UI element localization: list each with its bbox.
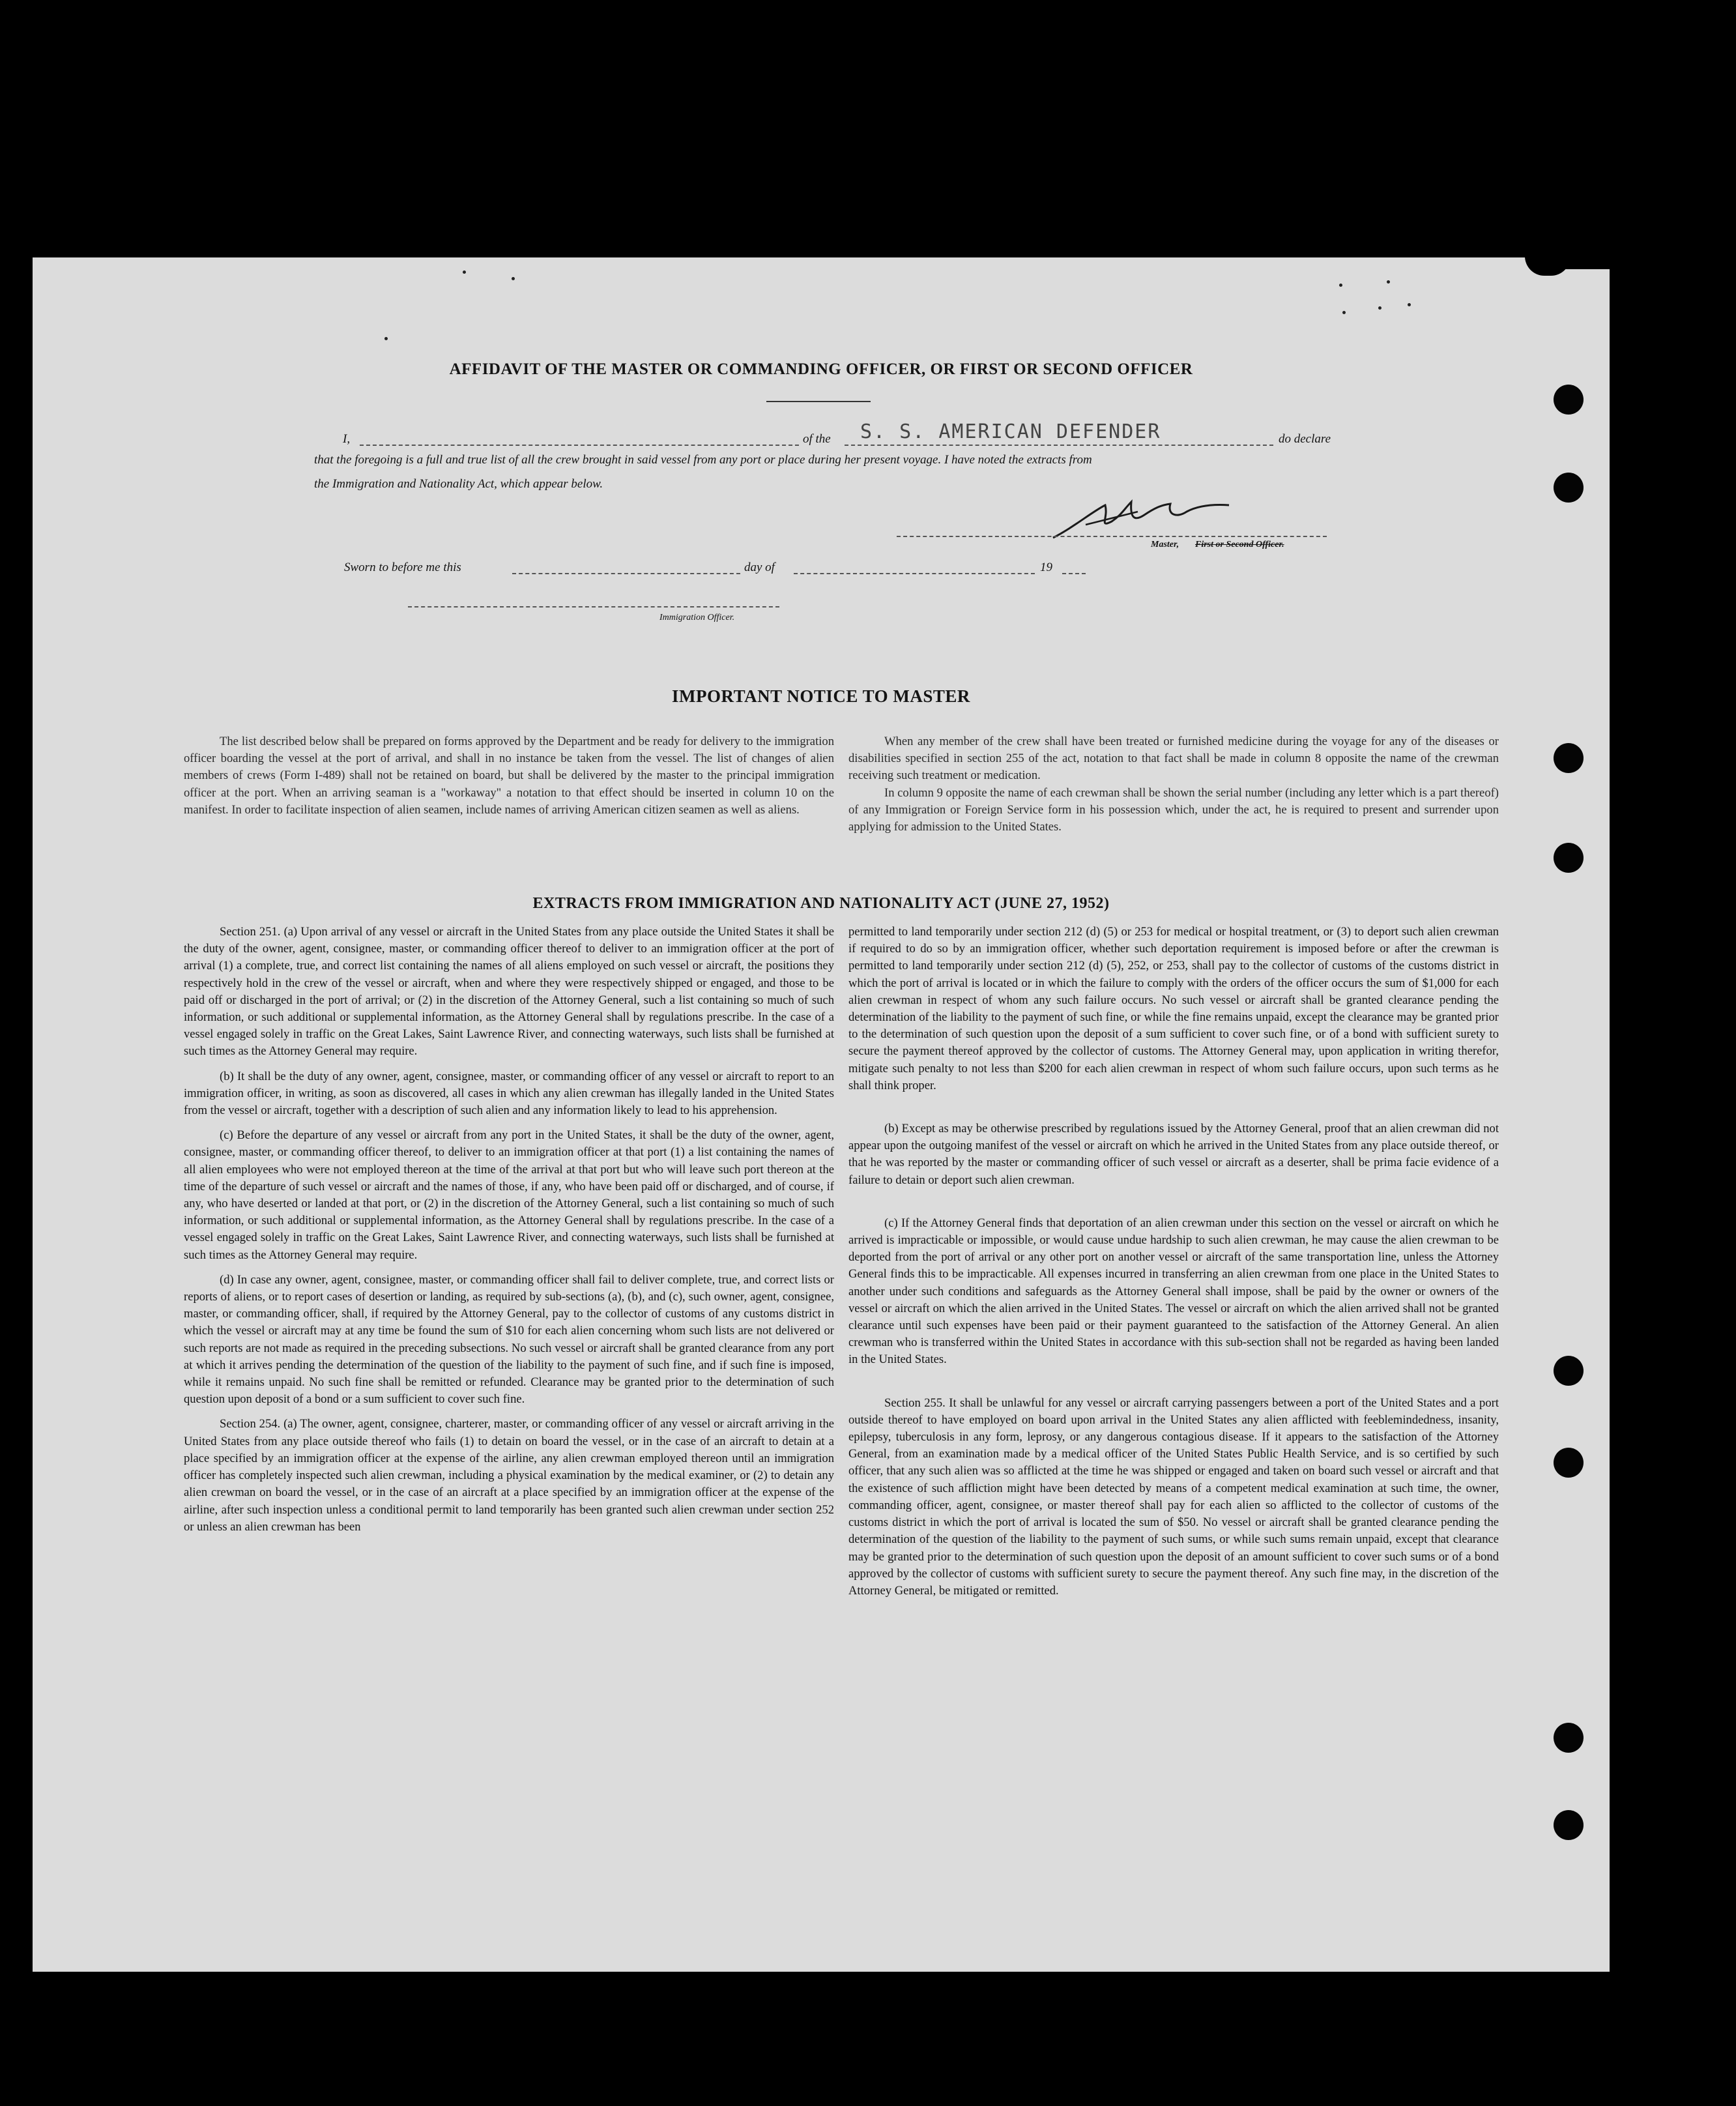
immigration-officer-label: Immigration Officer. — [659, 613, 735, 622]
section-254-a: Section 254. (a) The owner, agent, consignee, charterer, master, or commanding officer of any vessel or aircraft arriving in the United States from any place outside thereof who fails (1) to detain on board the vessel, or in the case of an aircraft to detain at a place specified by an immigration officer at the expense of the airline, any alien crewman employed thereon until an immigration officer has completely inspected such alien crewman, including a physical examination by the medical examiner, or (2) to detain any alien crewman on board the vessel, or in the case of an aircraft at a place specified by an immigration officer at the expense of the airline, after such inspection unless a conditional permit to land temporarily has been granted such alien crewman under section 252 or unless an alien crewman has been — [184, 1417, 834, 1534]
section-251-c: (c) Before the departure of any vessel or aircraft from any port in the United States, it shall be the duty of the owner, agent, consignee, master, or commanding officer thereof, to deliver to an immigration officer at that port (1) a list containing the names of all alien employees who were not employed thereon at the time of the arrival at that port but who will leave such port thereon at the time of the departure of such vessel or aircraft and the names of those, if any, who have been paid off or discharged, and of course, if any, who have deserted or landed at that port, or (2) in the discretion of the Attorney General, such a list containing so much of such information, or such additional or supplemental information, as the Attorney General shall by regulations prescribe. In the case of a vessel engaged solely in traffic on the Great Lakes, Saint Lawrence River, and connecting waterways, such lists shall be furnished at such times as the Attorney General may require. — [184, 1128, 834, 1262]
of-the-label: of the — [803, 432, 831, 446]
sworn-month-line[interactable] — [794, 573, 1035, 574]
master-label: Master, — [1151, 540, 1179, 549]
extracts-right-column — [848, 924, 1499, 1600]
section-254-a-continued: permitted to land temporarily under section 212 (d) (5) or 253 for medical or hospital treatment, or (3) to deport such alien crewman if required to do so by an immigration officer, whether such deportation requirement is imposed before or after the crewman is permitted to land temporarily under section 212 (d) (5), 252, or 253, shall pay to the collector of customs of the customs district in which the port of arrival is located or in which the failure to comply with the orders of the officer occurs the sum of $1,000 for each alien crewman in respect of whom any such failure occurs. No such vessel or aircraft shall be granted clearance pending the determination of the liability to the payment of such fine, or while the fine remains unpaid, except the clearance may be granted prior to the determination of such question upon the deposit of a sum sufficient to cover such fine, or of a bond with sufficient surety to secure the payment thereof approved by the collector of customs. The Attorney General may, upon application in writing therefor, mitigate such penalty to not less than $200 for each alien crewman in respect of whom such failure occurs, upon such terms as he shall think proper. — [848, 925, 1499, 1092]
paper-speck — [1378, 306, 1382, 310]
binder-hole — [1554, 843, 1584, 873]
binder-hole — [1554, 1810, 1584, 1840]
paper-speck — [384, 337, 388, 340]
vessel-name: S. S. AMERICAN DEFENDER — [860, 420, 1161, 443]
do-declare-label: do declare — [1279, 432, 1331, 446]
section-251-d: (d) In case any owner, agent, consignee, master, or commanding officer shall fail to deliver complete, true, and correct lists or reports of aliens, or to report cases of desertion or landing, as required by sub-sections (a), (b), and (c), such owner, agent, consignee, master, or commanding officer, shall, if required by the Attorney General, pay to the collector of customs of any customs district in which the vessel or aircraft may at any time be found the sum of $10 for each alien concerning whom such lists are not delivered or such reports are not made as required in the preceding subsections. No such vessel or aircraft shall be granted clearance from any port at which it arrives pending the determination of the question of the liability to the payment of such fine, and if such fine is imposed, while it remains unpaid. No such fine shall be remitted or refunded. Clearance may be granted prior to the determination of such question upon deposit of a bond or a sum sufficient to cover such fine. — [184, 1272, 834, 1407]
affidavit-title: AFFIDAVIT OF THE MASTER OR COMMANDING OFFICER, OR FIRST OR SECOND OFFICER — [449, 360, 1193, 378]
binder-hole — [1554, 1448, 1584, 1478]
binder-hole — [1554, 385, 1584, 415]
section-251-b: (b) It shall be the duty of any owner, agent, consignee, master, or commanding officer of any vessel or aircraft to report to an immigration officer, in writing, as soon as discovered, all cases in which any alien crewman has illegally landed in the United States from the vessel or aircraft, together with a description of such alien and any information likely to lead to his apprehension. — [184, 1069, 834, 1118]
binder-hole — [1554, 1723, 1584, 1753]
extracts-left-column — [184, 924, 834, 1536]
vessel-name-line — [845, 445, 1273, 446]
sworn-day-line[interactable] — [512, 573, 740, 574]
binder-hole — [1554, 473, 1584, 503]
page-corner-damage — [1551, 257, 1610, 269]
paper-speck — [1342, 311, 1346, 314]
paper-speck — [463, 271, 466, 274]
notice-heading: IMPORTANT NOTICE TO MASTER — [672, 686, 970, 706]
binder-hole — [1554, 743, 1584, 773]
section-251-a: Section 251. (a) Upon arrival of any vessel or aircraft in the United States from any place outside the United States it shall be the duty of the owner, agent, consignee, master, or commanding officer thereof to deliver to an immigration officer at the port of arrival (1) a complete, true, and correct list containing the names of all aliens employed on such vessel or aircraft, the positions they respectively hold in the crew of the vessel or aircraft, when and where they were respectively shipped or engaged, and those to be paid off or discharged in the port of arrival; or (2) in the discretion of the Attorney General, such a list containing so much of such information, or such additional or supplemental information, as the Attorney General shall by regulations prescribe. In the case of a vessel engaged solely in traffic on the Great Lakes, Saint Lawrence River, and connecting waterways, such lists shall be furnished at such times as the Attorney General may require. — [184, 925, 834, 1059]
immigration-officer-line[interactable] — [408, 606, 779, 607]
section-254-c: (c) If the Attorney General finds that deportation of an alien crewman under this section on the vessel or aircraft on which he arrived is impracticable or impossible, or would cause undue hardship to such alien crewman, he may cause the alien crewman to be deported from the port of arrival or any other port on another vessel or aircraft of the same transportation line, unless the Attorney General finds this to be impracticable. All expenses incurred in transferring an alien crewman from one place in the United States to another under such conditions and safeguards as the Attorney General shall impose, shall be paid by the owner or owners of the vessel or aircraft on which the alien arrived in the United States. The vessel or aircraft on which the alien arrived shall not be granted clearance until such expenses have been paid or their payment guaranteed to the satisfaction of the Attorney General. An alien crewman who is transferred within the United States in accordance with this sub-section shall not be regarded as having been landed in the United States. — [848, 1216, 1499, 1367]
day-of-label: day of — [744, 561, 775, 574]
title-underline — [766, 401, 871, 402]
year-prefix: 19 — [1040, 561, 1052, 574]
extracts-heading: EXTRACTS FROM IMMIGRATION AND NATIONALITY ACT (JUNE 27, 1952) — [532, 895, 1110, 912]
paper-speck — [512, 277, 515, 280]
section-255: Section 255. It shall be unlawful for any vessel or aircraft carrying passengers between a port of the United States and a port outside thereof to have employed on board upon arrival in the United States any alien afflicted with feeblemindedness, insanity, epilepsy, tuberculosis in any form, leprosy, or any dangerous contagious disease. If it appears to the satisfaction of the Attorney General, from an examination made by a medical officer of the United States Public Health Service, and is so certified by such officer, that any such alien was so afflicted at the time he was shipped or engaged and taken on board such vessel or aircraft and that the existence of such affliction might have been detected by means of a competent medical examination at such time, the owner, commanding officer, agent, consignee, or master thereof shall pay for each alien so afflicted to the collector of customs of the customs district in which the port of arrival is located the sum of $50. No vessel or aircraft shall be granted clearance pending the determination of the question of the liability to the payment of such sums, or while such sums remain unpaid, except that clearance may be granted prior to the determination of such question upon the deposit of an amount sufficient to cover such sums or of a bond approved by the collector of customs with sufficient surety to secure the payment thereof. Any such fine may, in the discretion of the Attorney General, be mitigated or remitted. — [848, 1396, 1499, 1598]
signature-line[interactable] — [897, 536, 1327, 537]
notice-right-column — [848, 733, 1499, 836]
notice-left-paragraph: The list described below shall be prepared on forms approved by the Department and be ready for delivery to the immigration officer boarding the vessel at the port of arrival, and shall in no instance be taken from the vessel. The list of changes of alien members of crews (Form I-489) shall not be retained on board, but shall be delivered by the master to the principal immigration officer at the port. When an arriving seaman is a "workaway" a notation to that effect should be inserted in column 10 on the manifest. In order to facilitate inspection of alien seamen, include names of arriving American citizen seamen as well as aliens. — [184, 735, 834, 817]
binder-hole — [1554, 1356, 1584, 1386]
declarant-name-line[interactable] — [360, 445, 799, 446]
affidavit-line-2: that the foregoing is a full and true list of all the crew brought in said vessel from any port or place during her present voyage. I have noted the extracts from — [314, 453, 1092, 467]
paper-speck — [1387, 280, 1390, 284]
notice-right-paragraph-2: In column 9 opposite the name of each crewman shall be shown the serial number (including any letter which is a part thereof) of any Immigration or Foreign Service form in his possession which, under the act, he is required to present and surrender upon applying for admission to the United States. — [848, 785, 1499, 834]
paper-speck — [1408, 303, 1411, 306]
affidavit-line-3: the Immigration and Nationality Act, which appear below. — [314, 477, 603, 491]
struck-officer-label: First or Second Officer. — [1195, 540, 1284, 549]
document-page — [33, 257, 1610, 1972]
notice-left-column — [184, 733, 834, 819]
paper-speck — [1339, 284, 1342, 287]
section-254-b: (b) Except as may be otherwise prescribed by regulations issued by the Attorney General, proof that an alien crewman did not appear upon the outgoing manifest of the vessel or aircraft on which he arrived in the United States from any place outside thereof, or that he was reported by the master or commanding officer of such vessel or aircraft as a deserter, shall be prima facie evidence of a failure to detain or deport such alien crewman. — [848, 1122, 1499, 1187]
sworn-label: Sworn to before me this — [344, 561, 461, 574]
notice-right-paragraph-1: When any member of the crew shall have been treated or furnished medicine during the voyage for any of the diseases or disabilities specified in section 255 of the act, notation to that fact shall be made in column 8 opposite the name of the crewman receiving such treatment or medication. — [848, 735, 1499, 783]
sworn-year-line[interactable] — [1062, 573, 1086, 574]
i-label: I, — [343, 432, 351, 446]
